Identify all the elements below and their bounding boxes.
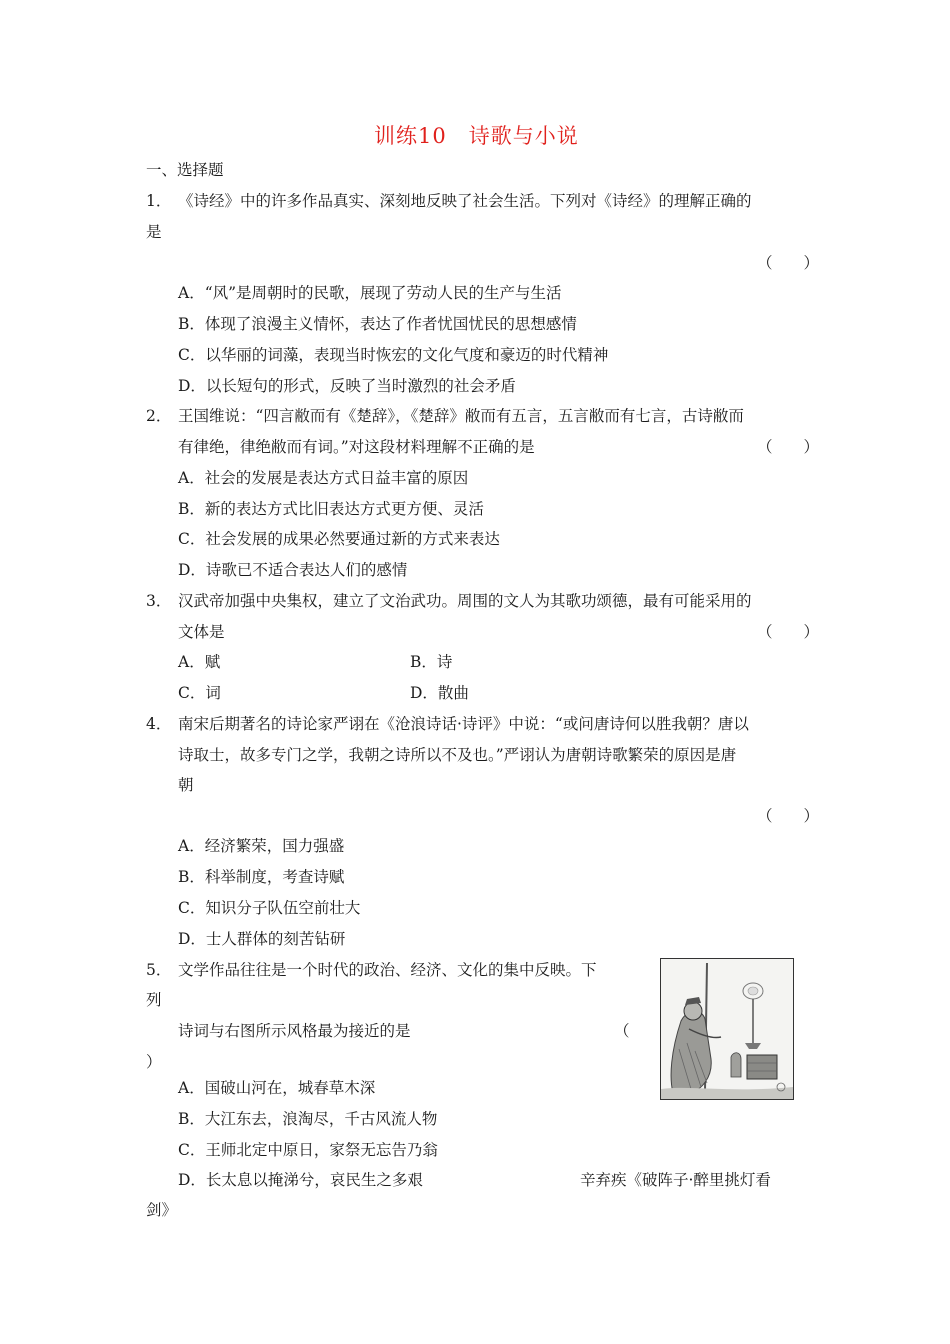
- question-stem-line: 诗取士，故多专门之学，我朝之诗所以不及也。”严诩认为唐朝诗歌繁荣的原因是唐: [178, 746, 737, 764]
- option-d: D．士人群体的刻苦钻研: [178, 930, 346, 948]
- answer-parentheses: （ ）: [757, 807, 820, 825]
- question-number: 4．: [146, 715, 172, 733]
- question-stem-line: 《诗经》中的许多作品真实、深刻地反映了社会生活。下列对《诗经》的理解正确的: [178, 192, 752, 210]
- illustration-image: [660, 958, 794, 1100]
- page-title: 训练10 诗歌与小说: [374, 124, 579, 148]
- question-stem-line: 汉武帝加强中央集权，建立了文治武功。周围的文人为其歌功颂德，最有可能采用的: [178, 592, 752, 610]
- question-stem-line: 有律绝，律绝敝而有词。”对这段材料理解不正确的是: [178, 438, 535, 456]
- question-number: 5．: [146, 961, 172, 979]
- figure-caption-line: 剑》: [146, 1201, 178, 1219]
- question-number: 1．: [146, 192, 172, 210]
- option-b: B．大江东去，浪淘尽，千古风流人物: [178, 1110, 438, 1128]
- option-d: D．诗歌已不适合表达人们的感情: [178, 561, 408, 579]
- option-a: A．社会的发展是表达方式日益丰富的原因: [178, 469, 469, 487]
- option-d: D．以长短句的形式，反映了当时激烈的社会矛盾: [178, 377, 516, 395]
- figure-caption-line: 辛弃疾《破阵子·醉里挑灯看: [580, 1171, 771, 1189]
- answer-paren-close: ）: [146, 1053, 162, 1071]
- answer-parentheses: （ ）: [757, 623, 820, 641]
- answer-paren-open: （: [614, 1022, 630, 1040]
- answer-parentheses: （ ）: [757, 438, 820, 456]
- option-a: A．“风”是周朝时的民歌，展现了劳动人民的生产与生活: [178, 284, 562, 302]
- option-a: A．赋: [178, 653, 221, 671]
- question-stem-line: 南宋后期著名的诗论家严诩在《沧浪诗话·诗评》中说：“或问唐诗何以胜我朝？唐以: [178, 715, 749, 733]
- option-d: D．散曲: [410, 684, 469, 702]
- question-stem-line: 诗词与右图所示风格最为接近的是: [178, 1022, 411, 1040]
- question-stem-line: 文体是: [178, 623, 225, 641]
- question-number: 3．: [146, 592, 172, 610]
- section-heading: 一、选择题: [146, 161, 224, 179]
- option-c: C．以华丽的词藻，表现当时恢宏的文化气度和豪迈的时代精神: [178, 346, 609, 364]
- option-c: C．王师北定中原日，家祭无忘告乃翁: [178, 1141, 438, 1159]
- question-stem-line: 朝: [178, 776, 194, 794]
- option-c: C．知识分子队伍空前壮大: [178, 899, 361, 917]
- question-stem-line: 是: [146, 223, 162, 241]
- question-stem-line: 王国维说：“四言敝而有《楚辞》，《楚辞》敝而有五言，五言敝而有七言，古诗敝而: [178, 407, 744, 425]
- option-b: B．诗: [410, 653, 453, 671]
- option-a: A．国破山河在，城春草木深: [178, 1079, 376, 1097]
- option-b: B．科举制度，考查诗赋: [178, 868, 345, 886]
- question-stem-line: 文学作品往往是一个时代的政治、经济、文化的集中反映。下: [178, 961, 597, 979]
- option-c: C．词: [178, 684, 221, 702]
- answer-parentheses: （ ）: [757, 254, 820, 272]
- question-number: 2．: [146, 407, 172, 425]
- ink-illustration: [661, 959, 793, 1099]
- option-c: C．社会发展的成果必然要通过新的方式来表达: [178, 530, 500, 548]
- option-d: D．长太息以掩涕兮，哀民生之多艰: [178, 1171, 423, 1189]
- question-stem-line: 列: [146, 991, 162, 1009]
- option-b: B．新的表达方式比旧表达方式更方便、灵活: [178, 500, 484, 518]
- option-b: B．体现了浪漫主义情怀，表达了作者忧国忧民的思想感情: [178, 315, 577, 333]
- option-a: A．经济繁荣，国力强盛: [178, 837, 345, 855]
